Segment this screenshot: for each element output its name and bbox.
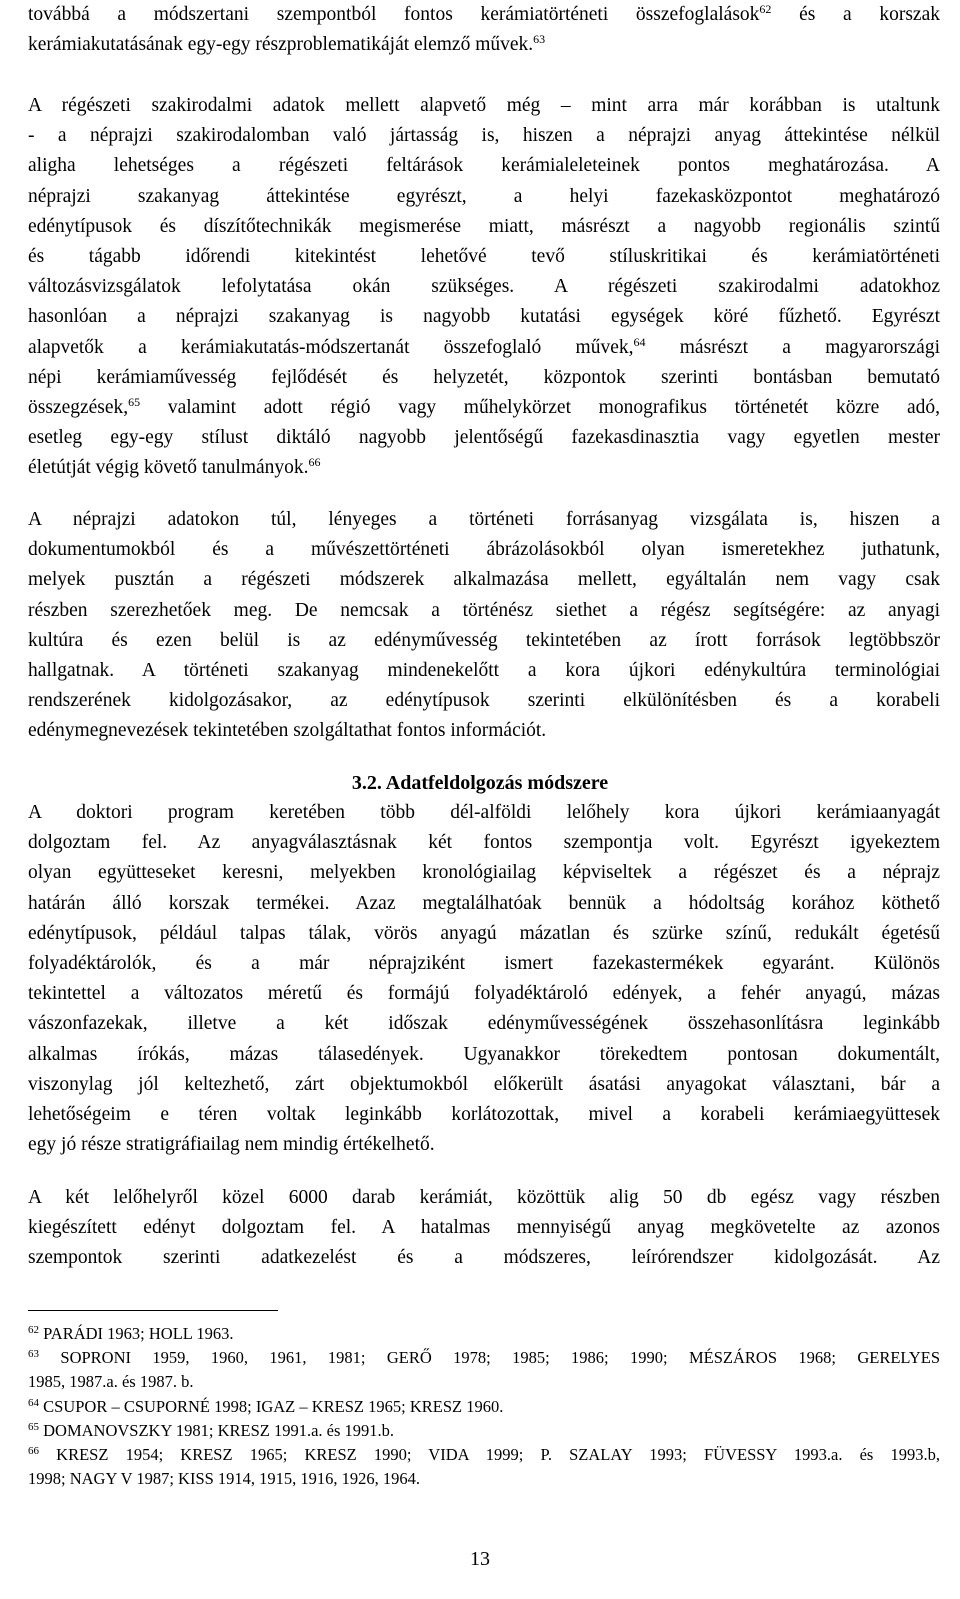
text-line: edénytípusok és díszítőtechnikák megismerése miatt, másrészt a nagyobb regionális szintű [28,215,940,237]
page-number: 13 [470,1548,490,1570]
footnote [28,1322,940,1346]
text-line: változásvizsgálatok lefolytatása okán szükséges. A régészeti szakirodalmi adatokhoz [28,276,940,298]
footnote [28,1443,940,1491]
paragraph-4 [28,1183,940,1274]
section-heading: 3.2. Adatfeldolgozás módszere [351,772,609,794]
text-line: életútját végig követő tanulmányok.$^{66}$ [28,455,321,479]
footnote-ref[interactable]: 64 [633,334,646,349]
text-line: hallgatnak. A történeti szakanyag mindenekelőtt a kora újkori edénykultúra terminológiai [28,660,940,682]
footnote [28,1346,940,1394]
footnote-line: $^{63}$ SOPRONI 1959, 1960, 1961, 1981; GERŐ 1978; 1985; 1986; 1990; MÉSZÁROS 1968; GERELYES [28,1348,941,1368]
text-line: edénymegnevezések tekintetében szolgáltathat fontos információt. [28,720,547,742]
footnote-line: 1998; NAGY V 1987; KISS 1914, 1915, 1916, 1926, 1964. [28,1469,421,1489]
text-line: A néprajzi adatokon túl, lényeges a történeti forrásanyag vizsgálata is, hiszen a [28,509,940,530]
text-line: továbbá a módszertani szempontból fontos kerámiatörténeti összefoglalások$^{62}$ és a korszak [28,2,940,25]
paragraph-2 [28,505,940,747]
text-line: dolgoztam fel. Az anyagválasztásnak két fontos szempontja volt. Egyrészt igyekeztem [28,832,940,854]
text-line: aligha lehetséges a régészeti feltárások kerámialeleteinek pontos meghatározása. A [28,155,940,177]
footnote-number: 63 [28,1348,39,1361]
footnotes [28,1322,940,1491]
footnote [28,1419,940,1443]
footnote-line: $^{66}$ KRESZ 1954; KRESZ 1965; KRESZ 1990; VIDA 1999; P. SZALAY 1993; FÜVESSY 1993.a. és 1993.b, [28,1445,940,1465]
text-line: egy jó része stratigráfiailag nem mindig értékelhető. [28,1134,435,1156]
text-line: A régészeti szakirodalmi adatok mellett alapvető még – mint arra már korábban is utaltunk [28,95,940,116]
text-line: esetleg egy-egy stílust diktáló nagyobb jelentőségű fazekasdinasztia vagy egyetlen mester [28,427,940,449]
paragraph-1 [28,91,940,484]
text-line: népi kerámiaművesség fejlődését és helyzetét, központok szerinti bontásban bemutató [28,366,940,388]
footnote [28,1395,940,1419]
footnote-line: $^{62}$ PARÁDI 1963; HOLL 1963. [28,1324,234,1343]
text-line: határán álló korszak termékei. Azaz megtalálhatóak bennük a hódoltság korához köthető [28,892,940,914]
text-line: kerámiakutatásának egy-egy részproblematikáját elemző művek.$^{63}$ [28,32,546,56]
footnote-ref[interactable]: 63 [533,32,546,47]
footnote-separator [28,1310,278,1311]
text-line: összegzések,$^{65}$ valamint adott régió vagy műhelykörzet monografikus történetét közre adó, [28,395,940,419]
paragraph-continuation [28,0,940,60]
text-line: kiegészített edényt dolgoztam fel. A hatalmas mennyiségű anyag megkövetelte az azonos [28,1217,940,1239]
text-line: viszonylag jól keltezhető, zárt objektumokból előkerült ásatási anyagokat választani, bár a [28,1073,940,1095]
footnote-ref[interactable]: 65 [128,395,141,410]
text-line: lehetőségeim e téren voltak leginkább korlátozottak, mivel a korabeli kerámiaegyüttesek [28,1104,940,1126]
text-line: alapvetők a kerámiakutatás-módszertanát összefoglaló művek,$^{64}$ másrészt a magyarországi [28,334,940,358]
text-line: A doktori program keretében több dél-alföldi lelőhely kora újkori kerámiaanyagát [28,802,940,823]
text-line: részben szerezhetőek meg. De nemcsak a történész siethet a régész segítségére: az anyagi [28,599,940,621]
footnote-number: 65 [28,1420,39,1433]
footnote-line: 1985, 1987.a. és 1987. b. [28,1372,194,1392]
text-line: szempontok szerinti adatkezelést és a módszeres, leírórendszer kidolgozását. Az [28,1247,940,1269]
footnote-ref[interactable]: 66 [308,455,321,470]
text-line: dokumentumokból és a művészettörténeti ábrázolásokból olyan ismeretekhez juthatunk, [28,539,940,561]
text-line: vászonfazekak, illetve a két időszak edényművességének összehasonlításra leginkább [28,1013,940,1035]
text-line: kultúra és ezen belül is az edényművesség tekintetében az írott források legtöbbször [28,629,940,651]
footnote-line: $^{65}$ DOMANOVSZKY 1981; KRESZ 1991.a. és 1991.b. [28,1420,395,1440]
paragraph-3 [28,798,940,1160]
text-line: hasonlóan a néprajzi szakanyag is nagyobb kutatási egységek köré fűzhető. Egyrészt [28,306,940,328]
text-line: melyek pusztán a régészeti módszerek alkalmazása mellett, egyáltalán nem vagy csak [28,569,940,591]
text-line: néprajzi szakanyag áttekintése egyrészt, a helyi fazekasközpontot meghatározó [28,185,940,207]
text-line: és tágabb időrendi kitekintést lehetővé tevő stíluskritikai és kerámiatörténeti [28,246,940,268]
text-line: folyadéktárolók, és a már néprajziként ismert fazekastermékek egyaránt. Különös [28,953,940,975]
footnote-number: 64 [28,1396,39,1409]
text-line: olyan együtteseket keresni, melyekben kronológiailag képviseltek a régészet és a néprajz [28,862,940,884]
footnote-number: 62 [28,1324,39,1336]
footnote-number: 66 [28,1445,39,1458]
footnote-ref[interactable]: 62 [759,2,772,16]
text-line: A két lelőhelyről közel 6000 darab kerámiát, közöttük alig 50 db egész vagy részben [28,1187,940,1208]
text-line: tekintettel a változatos méretű és formájú folyadéktároló edények, a fehér anyagú, mázas [28,983,940,1005]
text-line: alkalmas írókás, mázas tálasedények. Ugyanakkor törekedtem pontosan dokumentált, [28,1043,940,1065]
text-line: - a néprajzi szakirodalomban való jártasság is, hiszen a néprajzi anyag áttekintése nélkül [28,125,940,147]
text-line: rendszerének kidolgozásakor, az edénytípusok szerinti elkülönítésben és a korabeli [28,690,940,712]
text-line: edénytípusok, például talpas tálak, vörös anyagú mázatlan és szürke színű, redukált égetésű [28,922,940,944]
footnote-line: $^{64}$ CSUPOR – CSUPORNÉ 1998; IGAZ – KRESZ 1965; KRESZ 1960. [28,1396,504,1416]
